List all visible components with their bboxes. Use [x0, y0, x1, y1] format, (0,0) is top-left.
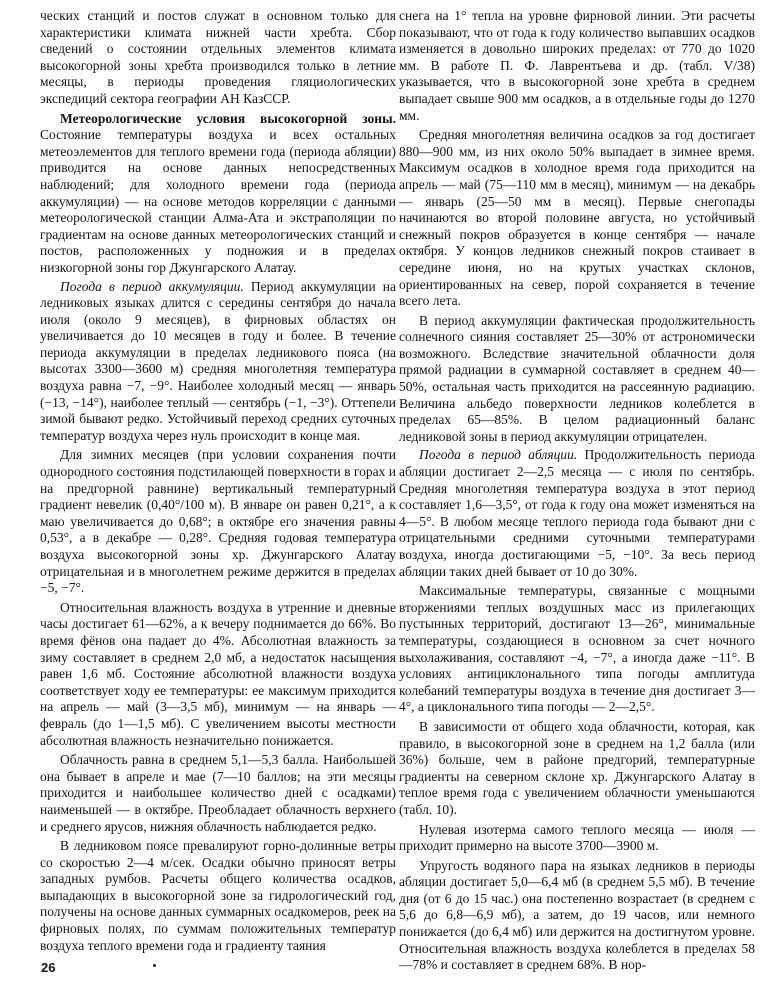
- subheading-accumulation-weather: Погода в период аккумуляции.: [60, 278, 244, 294]
- paragraph-annual-precipitation: Средняя многолетняя величина осадков за год достигает 880—900 мм, из них около 50% выпадает в зимнее время. Максимум осадков в холодное время года приходится на апрель — май (75—110 мм в месяц), минимум — на декабрь — январь (25—50 мм в месяц). Первые снегопады начинаются во второй половине августа, но устойчивый снежный покров образуется в конце сентября — начале октября. У концов ледников снежный покров стаивает в середине июня, но на крутых участках склонов, ориентированных на север, порой сохраняется в течение всего лета.: [399, 127, 755, 309]
- paragraph-sunshine-radiation: В период аккумуляции фактическая продолжительность солнечного сияния составляет 25—30% от астрономически возможного. Вследствие значительной облачности доля прямой радиации в суммарной составляет в среднем 40—50%, остальная часть приходится на рассеянную радиацию. Величина альбедо поверхности ледников колеблется в пределах 65—85%. В целом радиационный баланс ледниковой зоны в период аккумуляции отрицателен.: [399, 312, 755, 444]
- paragraph-meteo-conditions-text: Состояние температуры воздуха и всех остальных метеоэлементов для теплого времени года (периода абляции) приводится на основе данных непосредственных наблюдений; для холодного времени года (периода аккумуляции) — на основе методов корреляции с данными метеорологической станции Алма-Ата и экстраполяции по градиентам на основе данных метеорологических станций и постов, расположенных у подножия и в пределах низкогорной зоны гор Джунгарского Алатау.: [40, 127, 396, 275]
- left-column: [40, 8, 396, 954]
- paragraph-winter-gradient: Для зимних месяцев (при условии сохранения почти однородного состояния подстилающей поверхности в горах и на предгорной равнине) вертикальный температурный градиент невелик (0,40°/100 м). В январе он равен 0,21°, а к маю увеличивается до 0,68°; в октябре его значения равны 0,53°, а в декабре — 0,28°. Средняя годовая температура воздуха высокогорной зоны хр. Джунгарского Алатау отрицательная и в многолетнем режиме держится в пределах −5, −7°.: [40, 447, 396, 596]
- paragraph-cloud-gradients: В зависимости от общего хода облачности, которая, как правило, в высокогорной зоне в среднем на 1,2 балла (или 36%) больше, чем в районе предгорий, температурные градиенты на северном склоне хр. Джунгарского Алатау в теплое время года с увеличением облачности уменьшаются (табл. 10).: [399, 718, 755, 817]
- paragraph-precipitation-range: снега на 1° тепла на уровне фирновой линии. Эти расчеты показывают, что от года к году количество выпавших осадков изменяется в довольно широких пределах: от 770 до 1020 мм. В работе П. Ф. Лаврентьева и др. (табл. V/38) указывается, что в высокогорной зоне хребта в среднем выпадает свыше 900 мм осадков, а в отдельные годы до 1270 мм.: [399, 8, 755, 123]
- paragraph-accumulation-weather-text: Период аккумуляции на ледниковых языках длится с середины сентября до начала июля (около 9 месяцев), в фирновых областях он увеличивается до 10 месяцев в году и более. В течение периода аккумуляции в пределах ледникового пояса (на высотах 3300—3600 м) средняя многолетняя температура воздуха равна −7, −9°. Наиболее холодный месяц — январь (−13, −14°), наиболее теплый — сентябрь (−1, −3°). Оттепели зимой бывают редко. Устойчивый переход средних суточных температур воздуха через нуль происходит в конце мая.: [40, 278, 396, 443]
- page-number: 26: [41, 960, 56, 975]
- paragraph-zero-isotherm: Нулевая изотерма самого теплого месяца — июля — приходит примерно на высоте 3700—3900 м.: [399, 821, 755, 854]
- print-speck: [153, 964, 156, 967]
- paragraph-accumulation-weather: [40, 279, 396, 445]
- paragraph-vapor-pressure: Упругость водяного пара на языках ледников в периоды абляции достигает 5,0—6,4 мб (в среднем 5,5 мб). В течение дня (от 6 до 15 час.) она постепенно возрастает (в среднем с 5,6 до 6,8—6,9 мб), а затем, до 19 часов, или немного понижается (до 6,4 мб) или держится на достигнутом уровне. Относительная влажность воздуха колеблется в пределах 58—78% и составляет в среднем 68%. В нор-: [399, 857, 755, 973]
- paragraph-winds-precipitation: В ледниковом поясе превалируют горно-долинные ветры со скоростью 2—4 м/сек. Осадки обычно приносят ветры западных румбов. Расчеты общего количества осадков, выпадающих в высокогорной зоне за гидрологический год, получены на основе данных суммарных осадкомеров, реек на фирновых полях, по суммам положительных температур воздуха теплого времени года и градиенту таяния: [40, 838, 396, 953]
- paragraph-humidity: Относительная влажность воздуха в утренние и дневные часы достигает 61—62%, а к вечеру поднимается до 66%. Во время фёнов она падает до 4%. Абсолютная влажность за зиму составляет в среднем 2,0 мб, а недостаток насыщения равен 1,6 мб. Состояние абсолютной влажности воздуха соответствует ходу ее температуры: ее максимум приходится на апрель — май (3—3,5 мб), минимум — на январь — февраль (до 1—1,5 мб). С увеличением высоты местности абсолютная влажность незначительно понижается.: [40, 599, 396, 748]
- right-column: [399, 8, 755, 974]
- subheading-ablation-weather: Погода в период абляции.: [419, 447, 578, 463]
- paragraph-ablation-weather: [399, 447, 755, 580]
- section-heading-meteo-conditions: Метеорологические условия высокогорной зоны.: [60, 110, 396, 126]
- paragraph-station-data: ческих станций и постов служат в основном только для характеристики климата нижней части хребта. Сбор сведений о состоянии отдельных элементов климата высокогорной зоны хребта производился только в летние месяцы, в периоды проведения гляциологических экспедиций сектора географии АН КазССР.: [40, 8, 396, 106]
- paragraph-cloudiness: Облачность равна в среднем 5,1—5,3 балла. Наибольшей она бывает в апреле и мае (7—10 баллов; на эти месяцы приходится и наибольшее количество дней с осадками) наименьшей — в октябре. Преобладает облачность верхнего и среднего ярусов, нижняя облачность наблюдается редко.: [40, 752, 396, 834]
- paragraph-meteo-conditions: [40, 111, 396, 277]
- paragraph-ablation-weather-text: Продолжительность периода абляции достигает 2—2,5 месяца — с июля по сентябрь. Средняя многолетняя температура воздуха в этот период составляет 1,6—3,5°, от года к году она может изменяться на 4—5°. В любом месяце теплого периода года бывают дни с отрицательными средними суточными температурами воздуха, иногда достигающими −5, −10°. За весь период абляции таких дней бывает от 10 до 30%.: [399, 447, 755, 579]
- paragraph-max-temperatures: Максимальные температуры, связанные с мощными вторжениями теплых воздушных масс из прилегающих пустынных территорий, достигают 13—26°, минимальные температуры, создающиеся в основном за счет ночного выхолаживания, составляют −4, −7°, а иногда даже −11°. В условиях антициклонального типа погоды амплитуда колебаний температуры воздуха в течение дня достигает 3—4°, а циклонального типа погоды — 2—2,5°.: [399, 583, 755, 715]
